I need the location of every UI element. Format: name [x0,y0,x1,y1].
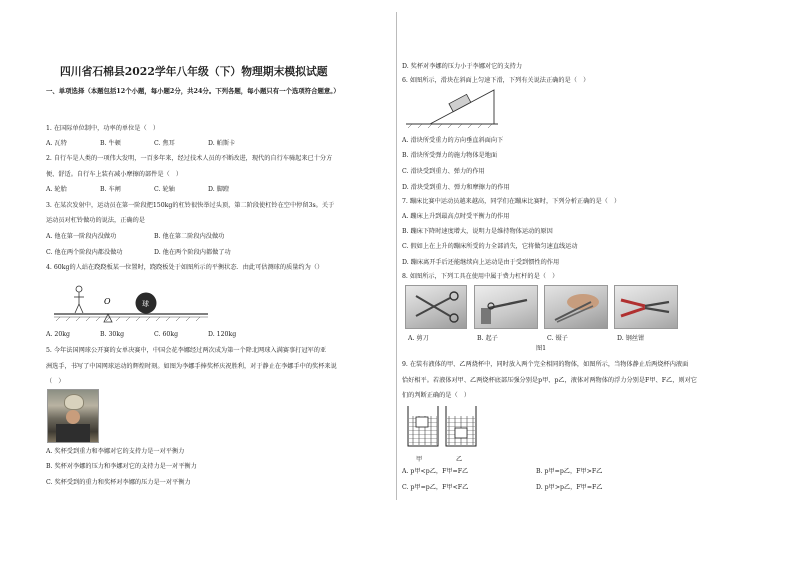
tweezers-photo [544,285,608,329]
question-2-options [46,186,229,194]
question-9-stem-line1: 9. 在装有液体的甲、乙两烧杯中，同时放入两个完全相同的物体，如图所示，当物体静止后两烧杯内液面 [402,361,689,368]
question-7-option-b: B. 蹦床下降时速度增大，说明力是维持物体运动的原因 [402,228,553,235]
option-a: A. 20kg [46,331,70,338]
fulcrum-icon [104,314,112,322]
option-c: C. 60kg [154,331,179,338]
question-6-option-d: D. 滑块受到重力、弹力和摩擦力的作用 [402,184,510,191]
pliers-icon [615,286,677,328]
option-b: B. 车闸 [100,186,121,193]
question-1-stem: 1. 在国际单位制中，功率的单位是（ ） [46,125,160,132]
scissors-photo [405,285,467,329]
question-8-stem: 8. 如图所示，下列工具在使用中属于费力杠杆的是（ ） [402,273,559,280]
option-b: B. 牛顿 [100,140,121,147]
caption-b: B. 起子 [477,335,498,342]
option-a: A. p甲<p乙，F甲=F乙 [402,468,469,475]
option-c: C. 他在两个阶段内都没做功 [46,249,123,256]
question-5-option-c: C. 奖杯受到的重力和奖杯对李娜的压力是一对平衡力 [46,479,191,486]
question-9-stem-line2: 恰好相平。若液体对甲、乙两烧杯底部压强分别是p甲、p乙，液体对两物体的浮力分别是F甲、F乙，则对它 [402,377,697,384]
bottle-opener-icon [475,286,537,328]
question-2-stem-line2: 便、舒适。自行车上装有减小摩擦的部件是（ ） [46,171,183,178]
beaker-jia [408,406,438,446]
question-9-stem-line3: 们的判断正确的是（ ） [402,392,471,399]
question-8-captions [408,335,644,343]
fulcrum-label: O [104,297,111,306]
question-6-option-c: C. 滑块受到重力、弹力的作用 [402,168,485,175]
seesaw-figure [46,280,216,324]
option-b: B. 他在第二阶段内没做功 [154,233,225,240]
caption-d: D. 钢丝钳 [617,335,645,342]
caption-a: A. 剪刀 [408,335,429,342]
question-5-stem-line2: 洲选手，书写了中国网球运动的辉煌时刻。如图为李娜手捧奖杯庆祝胜利，对于静止在李娜手中的奖杯来说 [46,363,337,370]
slider-block [449,94,471,111]
question-9-options-cd [402,484,603,492]
question-5-option-b: B. 奖杯对李娜的压力和李娜对它的支持力是一对平衡力 [46,463,197,470]
option-d: D. 帕斯卡 [208,140,236,147]
option-d: D. 脚蹬 [208,186,230,193]
beaker-label-yi: 乙 [456,456,463,463]
person-figure [74,286,84,313]
question-7-option-d: D. 蹦床离开手后还能继续向上运动是由于受到惯性的作用 [402,259,560,266]
ground-hatch [406,124,498,128]
question-2-stem-line1: 2. 自行车是人类的一项伟大发明，一百多年来，经过技术人员的不断改进，现代的自行车骑起来已十分方 [46,155,333,162]
ball-label: 球 [142,300,149,308]
question-3-options-ab [46,233,224,241]
question-7-option-c: C. 假如上在上升的蹦床所受的力全部消失，它将做匀速直线运动 [402,243,578,250]
trophy-icon [64,394,84,410]
question-5-option-d: D. 奖杯对李娜的压力小于李娜对它的支持力 [402,63,523,70]
question-3-stem-line2: 运动员对杠铃做功的说法，正确的是 [46,217,145,224]
person-body [56,424,90,442]
incline-figure [402,86,502,132]
scissors-icon [406,286,466,328]
question-3-options-cd [46,249,231,257]
question-5-stem-line1: 5. 今年法国网球公开赛的女单决赛中，中国会花李娜经过两次成为第一个降北网球入满赛事打冠军的亚 [46,347,327,354]
option-b: B. 30kg [100,331,125,338]
question-4-options [46,331,236,339]
question-7-stem: 7. 蹦床比赛中运动员越来越高，同学们在蹦床比赛时，下列分析正确的是（ ） [402,198,621,205]
object-jia [416,417,428,427]
question-1-options [46,140,235,148]
figure-1-label: 图1 [536,345,547,352]
section-heading: 一、单项选择（本题包括12个小题，每小题2分，共24分。下列各题，每小题只有一个选项符合题意。） [46,87,340,95]
option-a: A. 瓦特 [46,140,67,147]
option-c: C. p甲=p乙，F甲<F乙 [402,484,469,491]
option-c: C. 轮轴 [154,186,175,193]
trophy-photo [47,389,99,443]
question-5-option-a: A. 奖杯受到重力和李娜对它的支持力是一对平衡力 [46,448,185,455]
person-face [66,410,80,424]
beaker-label-jia: 甲 [416,456,423,463]
column-divider [396,12,397,500]
pliers-photo [614,285,678,329]
beakers-figure [404,402,484,454]
option-a: A. 他在第一阶段内没做功 [46,233,117,240]
option-d: D. 120kg [208,331,237,338]
question-7-option-a: A. 蹦床上升到最高点时受平衡力的作用 [402,213,510,220]
question-6-stem: 6. 如图所示，滑块在斜面上匀速下滑，下列有关说法正确的是（ ） [402,77,590,84]
question-6-option-a: A. 滑块所受重力的方向垂直斜面向下 [402,137,504,144]
question-6-option-b: B. 滑块所受弹力的施力物体是地面 [402,152,498,159]
page-title: 四川省石棉县2022学年八年级（下）物理期末模拟试题 [60,65,328,78]
question-3-stem-line1: 3. 在某次发射中，运动员在第一阶段把150kg的杠铃很快举过头顶，第二阶段使杠铃在空中停留3s。关于 [46,202,335,209]
question-9-options-ab [402,468,602,476]
option-d: D. 他在两个阶段内都做了功 [154,249,231,256]
option-a: A. 轮胎 [46,186,67,193]
option-c: C. 焦耳 [154,140,175,147]
object-yi [455,428,467,438]
option-d: D. p甲>p乙，F甲=F乙 [536,484,603,491]
question-4-stem: 4. 60kg的人站在跷跷板某一位置时，跷跷板处于如图所示的平衡状态．由此可估测球的质量约为（） [46,264,324,271]
caption-c: C. 镊子 [547,335,568,342]
bottle-opener-photo [474,285,538,329]
option-b: B. p甲=p乙，F甲>F乙 [536,468,603,475]
ground-hatch [54,317,208,321]
question-5-stem-line3: （ ） [46,378,65,385]
tweezers-icon [545,286,607,328]
beaker-yi [446,406,476,446]
